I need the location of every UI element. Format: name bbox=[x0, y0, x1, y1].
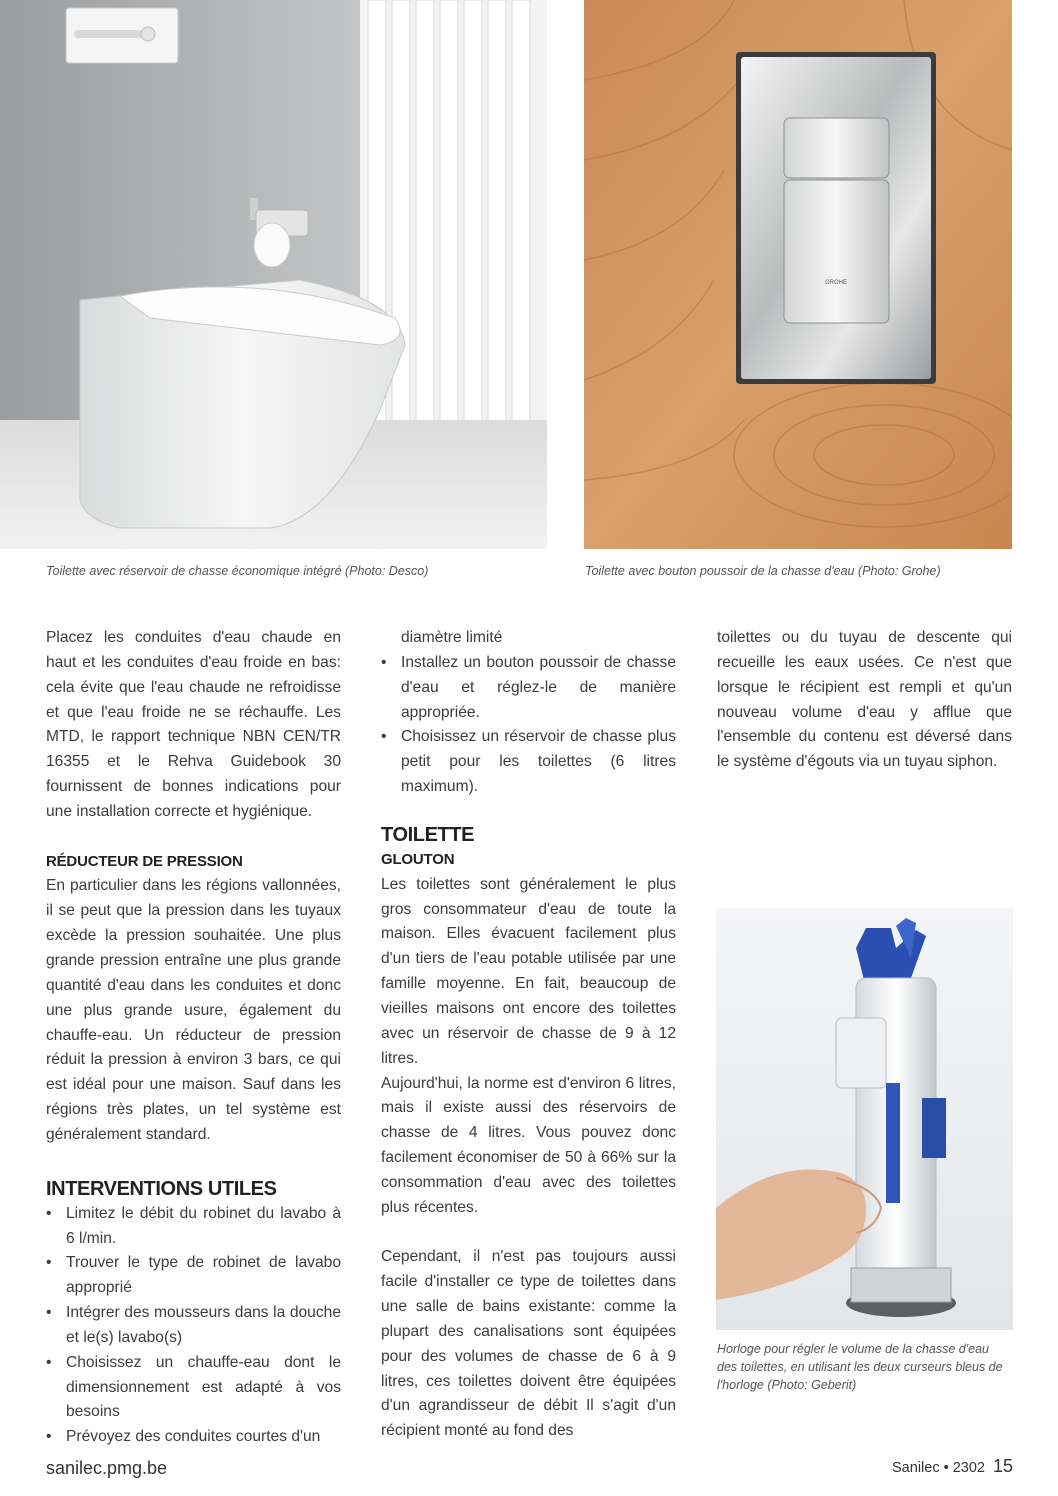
toilette-paragraph-1: Les toilettes sont généralement le plus gros consommateur d'eau de toute la maison. Elles évacuent facilement plus d'un tiers de l'eau potable utilisée par une famille moyenne. En fait, beaucoup de vieilles maisons ont encore des toilettes avec un réservoir de chasse de 9 à 12 litres. bbox=[381, 875, 676, 1067]
list-item: • Trouver le type de robinet de lavabo approprié bbox=[46, 1251, 341, 1301]
caption-photo-2: Toilette avec bouton poussoir de la chasse d'eau (Photo: Grohe) bbox=[585, 564, 941, 578]
heading-glouton: GLOUTON bbox=[381, 850, 455, 868]
footer-issue bbox=[892, 1456, 1013, 1477]
caption-photo-3: Horloge pour régler le volume de la chasse d'eau des toilettes, en utilisant les deux curseurs bleus de l'horloge (Photo: Geberit) bbox=[717, 1342, 1003, 1392]
list-item: • Intégrer des mousseurs dans la douche et le(s) lavabo(s) bbox=[46, 1301, 341, 1351]
intro-paragraph: Placez les conduites d'eau chaude en haut et les conduites d'eau froide en bas: cela évite que l'eau chaude ne refroidisse et que l'eau froide ne se réchauffe. Les MTD, le rapport technique NBN CEN/TR 16355 et le Rehva Guidebook 30 fournissent de bonnes indications pour une installation correcte et hygiénique. bbox=[46, 629, 341, 820]
toilet-illustration bbox=[0, 0, 547, 549]
caption-photo-1: Toilette avec réservoir de chasse économique intégré (Photo: Desco) bbox=[46, 564, 429, 578]
list-item: • Prévoyez des conduites courtes d'un bbox=[46, 1425, 341, 1450]
interventions-list-continued bbox=[381, 651, 676, 800]
heading-toilette: TOILETTE bbox=[381, 823, 475, 846]
reducteur-paragraph: En particulier dans les régions vallonnées, il se peut que la pression dans les tuyaux excède la pression souhaitée. Une plus grande pression entraîne une plus grande quantité d'eau dans les conduites et donc une plus grande usure, également du chauffe-eau. Un réducteur de pression réduit la pression à environ 3 bars, ce qui est idéal pour une maison. Sauf dans les régions très plates, un tel système est généralement standard. bbox=[46, 877, 341, 1143]
column-1 bbox=[46, 626, 341, 1450]
photo-geberit-flush-valve bbox=[716, 908, 1013, 1330]
flush-valve-illustration bbox=[716, 908, 1013, 1330]
flush-plate-illustration bbox=[584, 0, 1012, 549]
footer-website[interactable]: sanilec.pmg.be bbox=[46, 1458, 168, 1478]
heading-reducteur-de-pression: RÉDUCTEUR DE PRESSION bbox=[46, 852, 243, 870]
grohe-logo: GROHE bbox=[824, 280, 848, 286]
toilette-paragraph-3: Cependant, il n'est pas toujours aussi facile d'installer ce type de toilettes dans une salle de bains existante: comme la plupart des canalisations sont équipées pour des volumes de chasse de 6 à 9 litres, ces toilettes doivent être équipées d'un agrandisseur de débit Il s'agit d'un récipient monté au fond des bbox=[381, 1248, 676, 1440]
list-item: • Choisissez un chauffe-eau dont le dimensionnement est adapté à vos besoins bbox=[46, 1351, 341, 1426]
interventions-list bbox=[46, 1202, 341, 1450]
photo-grohe-flush-plate bbox=[584, 0, 1012, 549]
list-item: • Limitez le débit du robinet du lavabo à 6 l/min. bbox=[46, 1202, 341, 1252]
column-3 bbox=[717, 626, 1012, 775]
toilette-paragraph-4: toilettes ou du tuyau de descente qui recueille les eaux usées. Ce n'est que lorsque le récipient est rempli et qu'un nouveau volume d'eau y afflue que l'ensemble du contenu est déversé dans le système d'égouts via un tuyau siphon. bbox=[717, 629, 1012, 771]
photo-wall-hung-toilet bbox=[0, 0, 547, 549]
column-2 bbox=[381, 626, 676, 1444]
issue-label: Sanilec • 2302 bbox=[892, 1460, 985, 1476]
list-item: • Choisissez un réservoir de chasse plus petit pour les toilettes (6 litres maximum). bbox=[381, 725, 676, 800]
page-number: 15 bbox=[992, 1456, 1013, 1476]
list-continuation: diamètre limité bbox=[401, 629, 503, 646]
heading-interventions-utiles: INTERVENTIONS UTILES bbox=[46, 1177, 277, 1200]
toilette-paragraph-2: Aujourd'hui, la norme est d'environ 6 litres, mais il existe aussi des réservoirs de chasse de 4 litres. Vous pouvez donc facilement économiser de 50 à 66% sur la consommation d'eau avec des toilettes plus récentes. bbox=[381, 1074, 676, 1216]
list-item: • Installez un bouton poussoir de chasse d'eau et réglez-le de manière appropriée. bbox=[381, 651, 676, 726]
